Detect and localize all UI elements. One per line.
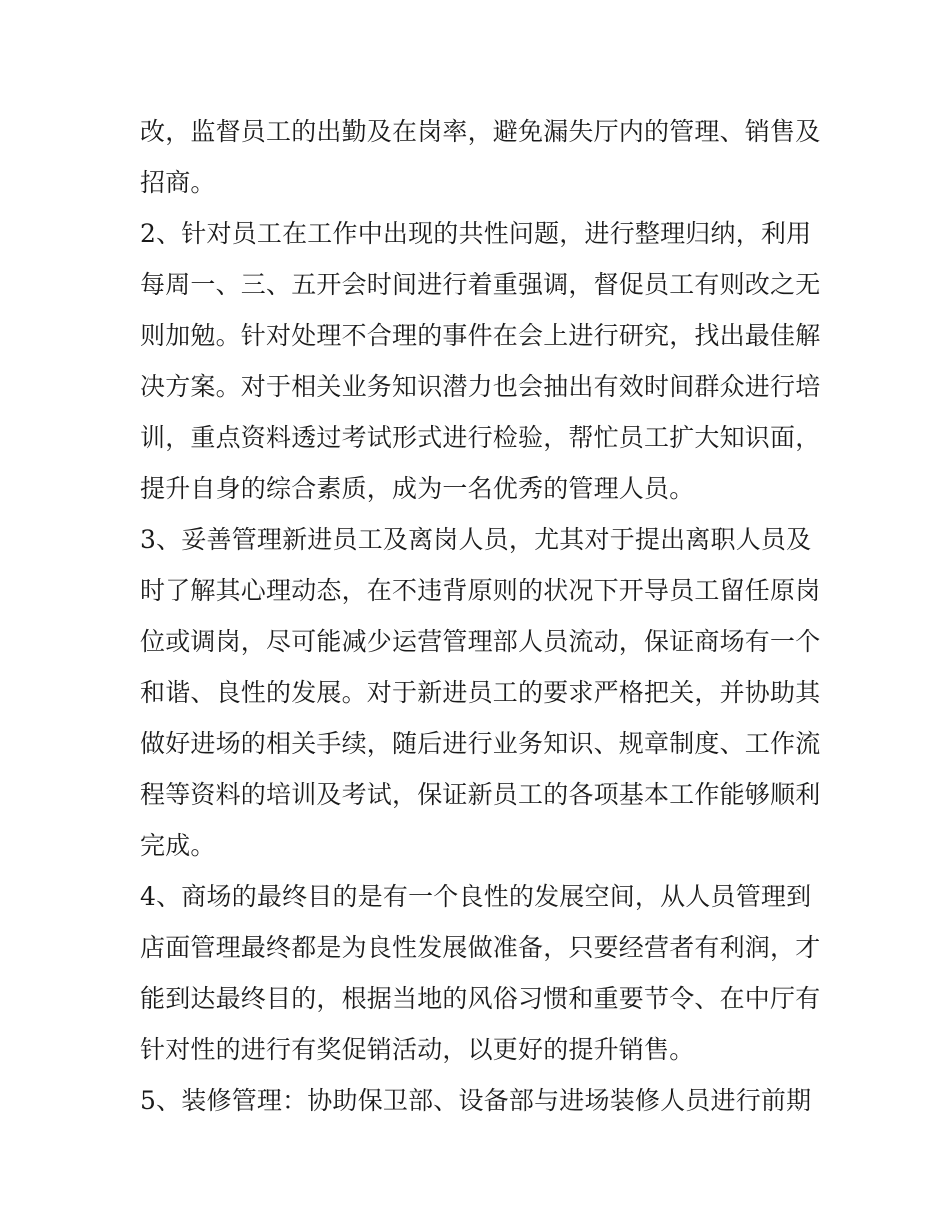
text-line: 能到达最终目的，根据当地的风俗习惯和重要节令、在中厅有: [140, 984, 821, 1013]
text-line: 训，重点资料透过考试形式进行检验，帮忙员工扩大知识面，: [140, 423, 821, 452]
text-line: 2、针对员工在工作中出现的共性问题，进行整理归纳，利用: [140, 219, 812, 248]
text-line: 3、妥善管理新进员工及离岗人员，尤其对于提出离职人员及: [140, 525, 812, 554]
text-line: 4、商场的最终目的是有一个良性的发展空间，从人员管理到: [140, 882, 812, 911]
text-line: 程等资料的培训及考试，保证新员工的各项基本工作能够顺利: [140, 780, 821, 809]
text-line: 完成。: [140, 831, 216, 860]
text-line: 则加勉。针对处理不合理的事件在会上进行研究，找出最佳解: [140, 321, 821, 350]
text-line: 决方案。对于相关业务知识潜力也会抽出有效时间群众进行培: [140, 372, 821, 401]
text-line: 做好进场的相关手续，随后进行业务知识、规章制度、工作流: [140, 729, 821, 758]
text-line: 时了解其心理动态，在不违背原则的状况下开导员工留任原岗: [140, 576, 821, 605]
text-line: 改，监督员工的出勤及在岗率，避免漏失厅内的管理、销售及: [140, 117, 821, 146]
text-line: 针对性的进行有奖促销活动，以更好的提升销售。: [140, 1035, 695, 1064]
text-line: 招商。: [140, 168, 216, 197]
text-line: 提升自身的综合素质，成为一名优秀的管理人员。: [140, 474, 695, 503]
text-line: 位或调岗，尽可能减少运营管理部人员流动，保证商场有一个: [140, 627, 821, 656]
document-body: [140, 106, 820, 1126]
text-line: 和谐、良性的发展。对于新进员工的要求严格把关，并协助其: [140, 678, 821, 707]
text-line: 店面管理最终都是为良性发展做准备，只要经营者有利润，才: [140, 933, 821, 962]
text-line: 每周一、三、五开会时间进行着重强调，督促员工有则改之无: [140, 270, 821, 299]
text-line: 5、装修管理：协助保卫部、设备部与进场装修人员进行前期: [140, 1086, 812, 1115]
